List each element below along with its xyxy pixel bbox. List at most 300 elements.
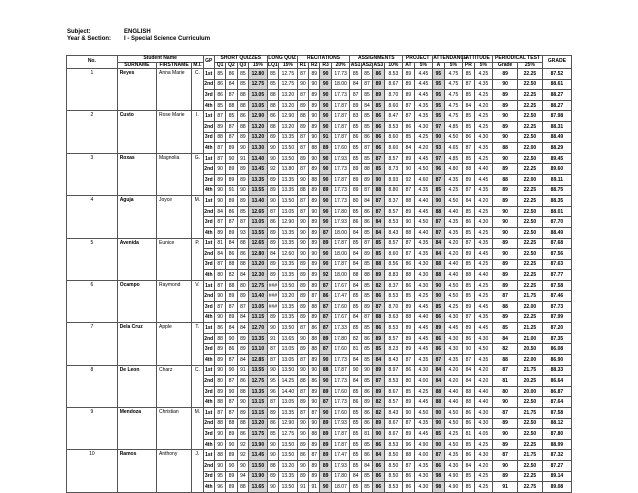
score-cell: 4.50	[414, 164, 433, 175]
student-surname: Reyes	[117, 69, 156, 111]
score-cell: 87	[267, 206, 278, 217]
score-cell: 13.05	[249, 90, 268, 101]
score-cell: 4.40	[414, 227, 433, 238]
score-cell: 84	[361, 460, 372, 471]
grading-period: 1st	[203, 238, 214, 249]
score-cell: 13.40	[249, 153, 268, 164]
score-cell: 82	[350, 333, 361, 344]
final-grade: 87.58	[542, 408, 571, 419]
score-cell: 4.40	[474, 164, 493, 175]
score-cell: 8.53	[384, 69, 403, 80]
score-cell: 12.85	[249, 355, 268, 366]
score-cell: 22.25	[518, 69, 543, 80]
score-cell: 89	[297, 312, 308, 323]
score-cell: 90	[320, 196, 331, 207]
score-cell: 88	[403, 312, 414, 323]
score-cell: 4.30	[444, 344, 463, 355]
score-cell: 87	[403, 238, 414, 249]
score-cell: 85	[237, 69, 248, 80]
score-cell: 90	[493, 397, 518, 408]
score-cell: 4.45	[474, 174, 493, 185]
final-grade: 88.27	[542, 90, 571, 101]
score-cell: 90	[320, 355, 331, 366]
score-cell: 4.85	[444, 153, 463, 164]
header-r3: R3	[320, 62, 331, 69]
score-cell: 87	[297, 408, 308, 419]
score-cell: 87	[403, 418, 414, 429]
score-cell: 89	[493, 164, 518, 175]
score-cell: 89	[493, 259, 518, 270]
score-cell: 22.50	[518, 429, 543, 440]
score-cell: 84	[463, 365, 474, 376]
final-grade: 86.87	[542, 386, 571, 397]
score-cell: 90	[309, 132, 320, 143]
score-cell: 13.05	[279, 355, 298, 366]
score-cell: 17.80	[331, 333, 350, 344]
score-cell: 90	[403, 164, 414, 175]
score-cell: 84	[361, 100, 372, 111]
score-cell: 13.75	[249, 429, 268, 440]
score-cell: 4.35	[414, 185, 433, 196]
score-cell: 84	[403, 143, 414, 154]
score-cell: 87	[373, 196, 384, 207]
score-cell: 86	[373, 291, 384, 302]
score-cell: 87	[297, 90, 308, 101]
score-cell: 85	[350, 323, 361, 334]
score-cell: 21.75	[518, 365, 543, 376]
score-cell: 89	[297, 153, 308, 164]
score-cell: 4.45	[414, 302, 433, 313]
score-cell: 89	[320, 460, 331, 471]
score-cell: 90	[320, 121, 331, 132]
header-q2: Q2	[226, 62, 237, 69]
score-cell: 22.25	[518, 90, 543, 101]
score-cell: 90	[403, 408, 414, 419]
score-cell: 4.25	[474, 121, 493, 132]
score-cell: 89	[237, 408, 248, 419]
score-cell: 89	[320, 143, 331, 154]
score-cell: 84	[237, 270, 248, 281]
grading-period: 1st	[203, 280, 214, 291]
score-cell: 89	[350, 185, 361, 196]
score-cell: 4.35	[414, 355, 433, 366]
score-cell: 90	[493, 460, 518, 471]
score-cell: 87	[320, 312, 331, 323]
score-cell: 12.75	[279, 69, 298, 80]
score-cell: 89	[267, 312, 278, 323]
score-cell: 86	[361, 408, 372, 419]
score-cell: 87	[309, 408, 320, 419]
score-cell: 4.30	[414, 482, 433, 493]
score-cell: 89	[493, 280, 518, 291]
subject-line	[67, 29, 151, 36]
score-cell: 4.65	[444, 143, 463, 154]
score-cell: 8.50	[384, 450, 403, 461]
score-cell: 89	[226, 164, 237, 175]
score-cell: 87	[493, 408, 518, 419]
score-cell: 88	[493, 143, 518, 154]
score-cell: 86	[226, 69, 237, 80]
score-cell: 90	[320, 111, 331, 122]
score-cell: 90	[320, 206, 331, 217]
score-cell: 85	[463, 471, 474, 482]
score-cell: 89	[350, 164, 361, 175]
score-cell: 13.05	[249, 302, 268, 313]
score-cell: 13.05	[279, 206, 298, 217]
score-cell: 85	[350, 153, 361, 164]
student-mi: M.	[192, 408, 203, 450]
score-cell: 13.50	[279, 153, 298, 164]
score-cell: 4.40	[444, 259, 463, 270]
score-cell: 86	[237, 429, 248, 440]
table-row	[67, 153, 572, 164]
header-long-quiz: LONG QUIZ	[268, 55, 297, 61]
score-cell: 8.93	[384, 174, 403, 185]
score-cell: 90	[350, 365, 361, 376]
score-cell: 4.25	[444, 185, 463, 196]
score-cell: 88	[493, 302, 518, 313]
score-cell: 12.75	[249, 376, 268, 387]
score-cell: 4.40	[474, 397, 493, 408]
score-cell: 89	[214, 344, 225, 355]
score-cell: 90	[309, 365, 320, 376]
score-cell: 4.30	[414, 471, 433, 482]
score-cell: 22.50	[518, 418, 543, 429]
score-cell: 80	[214, 270, 225, 281]
score-cell: 84	[350, 259, 361, 270]
score-cell: 4.25	[474, 291, 493, 302]
score-cell: 85	[433, 429, 444, 440]
score-cell: 90	[493, 206, 518, 217]
score-cell: 86	[214, 323, 225, 334]
score-cell: 90	[226, 153, 237, 164]
score-cell: 4.75	[444, 69, 463, 80]
score-cell: 84	[237, 355, 248, 366]
row-number: 7	[67, 323, 118, 365]
score-cell: 8.70	[384, 90, 403, 101]
score-cell: 89	[309, 164, 320, 175]
score-cell: 89	[373, 386, 384, 397]
score-cell: 88	[433, 270, 444, 281]
score-cell: 85	[361, 344, 372, 355]
student-firstname: Rose Marie	[156, 111, 191, 153]
score-cell: 87	[403, 111, 414, 122]
score-cell: 88	[214, 418, 225, 429]
score-cell: 17.87	[331, 259, 350, 270]
final-grade: 89.08	[542, 482, 571, 493]
score-cell: 89	[403, 79, 414, 90]
score-cell: 18.00	[331, 249, 350, 260]
score-cell: 8.53	[384, 376, 403, 387]
header-at-weight: 5%	[414, 62, 433, 69]
score-cell: 88	[320, 365, 331, 376]
score-cell: 86	[361, 418, 372, 429]
score-cell: 89	[309, 69, 320, 80]
score-cell: 8.60	[384, 249, 403, 260]
score-cell: 89	[403, 153, 414, 164]
score-cell: 12.75	[249, 280, 268, 291]
score-cell: 84	[237, 312, 248, 323]
student-surname: Avenida	[117, 238, 156, 280]
score-cell: 8.57	[384, 206, 403, 217]
score-cell: 88	[350, 270, 361, 281]
score-cell: 86	[350, 397, 361, 408]
student-surname: Roxas	[117, 153, 156, 195]
score-cell: 84	[493, 333, 518, 344]
score-cell: 89	[297, 291, 308, 302]
final-grade: 87.32	[542, 450, 571, 461]
score-cell: 87	[297, 323, 308, 334]
score-cell: 96	[433, 164, 444, 175]
score-cell: 85	[350, 439, 361, 450]
score-cell: 4.40	[444, 386, 463, 397]
score-cell: 17.33	[331, 323, 350, 334]
grading-period: 4th	[203, 397, 214, 408]
score-cell: 89	[226, 196, 237, 207]
score-cell: 87	[433, 227, 444, 238]
score-cell: 87	[214, 408, 225, 419]
grading-period: 4th	[203, 355, 214, 366]
row-number: 10	[67, 450, 118, 492]
score-cell: 97	[433, 153, 444, 164]
score-cell: 87	[214, 302, 225, 313]
score-cell: 4.25	[474, 111, 493, 122]
score-cell: 89	[320, 333, 331, 344]
score-cell: 84	[463, 460, 474, 471]
student-mi: T.	[192, 323, 203, 365]
score-cell: 4.00	[414, 376, 433, 387]
score-cell: 90	[267, 143, 278, 154]
score-cell: 86	[361, 217, 372, 228]
score-cell: 12.30	[249, 270, 268, 281]
score-cell: 90	[320, 376, 331, 387]
score-cell: 13.30	[249, 143, 268, 154]
score-cell: 4.25	[474, 471, 493, 482]
score-cell: 84	[237, 323, 248, 334]
score-cell: 86	[403, 280, 414, 291]
score-cell: 86	[463, 418, 474, 429]
score-cell: 85	[237, 206, 248, 217]
score-cell: 89	[237, 333, 248, 344]
score-cell: 4.35	[474, 185, 493, 196]
score-cell: 84	[373, 217, 384, 228]
score-cell: 8.43	[384, 408, 403, 419]
score-cell: 88	[403, 270, 414, 281]
score-cell: 82	[373, 408, 384, 419]
score-cell: 87	[403, 355, 414, 366]
score-cell: 4.90	[444, 482, 463, 493]
score-cell: 89	[309, 121, 320, 132]
score-cell: 8.80	[384, 185, 403, 196]
score-cell: 86	[463, 408, 474, 419]
score-cell: 97	[433, 121, 444, 132]
score-cell: 85	[361, 111, 372, 122]
score-cell: 88	[297, 185, 308, 196]
score-cell: 22.50	[518, 249, 543, 260]
student-surname: De Leon	[117, 365, 156, 407]
score-cell: 17.87	[331, 439, 350, 450]
score-cell: 85	[463, 153, 474, 164]
score-cell: 87	[226, 376, 237, 387]
score-cell: 8.50	[384, 460, 403, 471]
score-cell: 87	[320, 227, 331, 238]
header-r2: R2	[309, 62, 320, 69]
score-cell: 87	[309, 291, 320, 302]
score-cell: 85	[350, 408, 361, 419]
score-cell: 88	[237, 418, 248, 429]
score-cell: 85	[361, 471, 372, 482]
student-mi: M.	[192, 196, 203, 238]
score-cell: 90	[267, 365, 278, 376]
score-cell: 85	[350, 69, 361, 80]
score-cell: 84	[463, 100, 474, 111]
score-cell: 4.35	[474, 238, 493, 249]
score-cell: 87	[226, 355, 237, 366]
score-cell: 87	[297, 164, 308, 175]
score-cell: 13.50	[279, 143, 298, 154]
score-cell: 89	[226, 482, 237, 493]
score-cell: 4.05	[474, 429, 493, 440]
student-firstname: Raymond	[156, 280, 191, 322]
score-cell: 89	[403, 206, 414, 217]
score-cell: 88	[237, 482, 248, 493]
grade-body	[67, 69, 572, 493]
score-cell: 4.25	[474, 206, 493, 217]
final-grade: 88.49	[542, 227, 571, 238]
header-project: PROJECT	[403, 56, 433, 63]
score-cell: 4.50	[444, 291, 463, 302]
score-cell: 89	[309, 217, 320, 228]
score-cell: 90	[214, 439, 225, 450]
score-cell: 8.37	[384, 280, 403, 291]
score-cell: 95	[214, 471, 225, 482]
score-cell: 90	[267, 323, 278, 334]
final-grade: 87.63	[542, 259, 571, 270]
final-grade: 87.70	[542, 217, 571, 228]
final-grade: 86.08	[542, 344, 571, 355]
header-q1: Q1	[214, 62, 225, 69]
score-cell: 4.40	[414, 196, 433, 207]
score-cell: 17.80	[331, 206, 350, 217]
score-cell: 4.30	[474, 217, 493, 228]
section-line	[67, 36, 210, 43]
score-cell: 4.30	[414, 280, 433, 291]
score-cell: 4.25	[474, 482, 493, 493]
score-cell: 4.35	[414, 238, 433, 249]
score-cell: 4.40	[444, 397, 463, 408]
score-cell: 89	[237, 164, 248, 175]
score-cell: 17.73	[331, 355, 350, 366]
final-grade: 87.77	[542, 270, 571, 281]
score-cell: 4.20	[414, 143, 433, 154]
score-cell: 89	[463, 302, 474, 313]
score-cell: 90	[493, 111, 518, 122]
score-cell: 86	[237, 376, 248, 387]
score-cell: 12.75	[249, 79, 268, 90]
score-cell: 85	[403, 291, 414, 302]
score-cell: 80	[493, 386, 518, 397]
score-cell: 87	[350, 90, 361, 101]
grading-period: 4th	[203, 100, 214, 111]
score-cell: 85	[214, 100, 225, 111]
score-cell: 13.35	[279, 185, 298, 196]
score-cell: 22.25	[518, 312, 543, 323]
score-cell: 90	[433, 418, 444, 429]
score-cell: 88	[403, 227, 414, 238]
score-cell: 81	[463, 429, 474, 440]
score-cell: 90	[214, 185, 225, 196]
final-grade: 87.68	[542, 238, 571, 249]
score-cell: 90	[493, 153, 518, 164]
score-cell: 85	[373, 100, 384, 111]
score-cell: 89	[237, 196, 248, 207]
score-cell: 89	[320, 471, 331, 482]
score-cell: 88	[214, 397, 225, 408]
score-cell: 20.00	[518, 386, 543, 397]
score-cell: 85	[237, 79, 248, 90]
score-cell: 84	[214, 206, 225, 217]
score-cell: 90	[297, 238, 308, 249]
score-cell: 4.40	[444, 206, 463, 217]
score-cell: 4.75	[444, 100, 463, 111]
score-cell: 89	[493, 471, 518, 482]
score-cell: 90	[320, 249, 331, 260]
score-cell: 89	[403, 323, 414, 334]
score-cell: 8.50	[384, 471, 403, 482]
score-cell: 87	[267, 397, 278, 408]
score-cell: 86	[373, 482, 384, 493]
score-cell: 85	[226, 111, 237, 122]
score-cell: 17.60	[331, 344, 350, 355]
student-surname: Mendoza	[117, 408, 156, 450]
final-grade: 87.46	[542, 291, 571, 302]
score-cell: 89	[309, 312, 320, 323]
score-cell: 22.25	[518, 121, 543, 132]
score-cell: 89	[309, 227, 320, 238]
score-cell: 89	[309, 386, 320, 397]
table-row	[67, 323, 572, 334]
score-cell: 8.23	[384, 344, 403, 355]
score-cell: 89	[226, 227, 237, 238]
score-cell: 4.30	[474, 408, 493, 419]
score-cell: 4.30	[414, 270, 433, 281]
score-cell: 22.25	[518, 259, 543, 270]
score-cell: 13.15	[249, 312, 268, 323]
score-cell: 86	[267, 217, 278, 228]
score-cell: ###	[267, 291, 278, 302]
score-cell: 22.25	[518, 439, 543, 450]
score-cell: 13.10	[249, 344, 268, 355]
score-cell: 8.97	[384, 365, 403, 376]
final-grade: 87.80	[542, 429, 571, 440]
score-cell: 17.87	[331, 429, 350, 440]
score-cell: 17.87	[331, 174, 350, 185]
score-cell: 4.20	[474, 376, 493, 387]
score-cell: 85	[361, 227, 372, 238]
score-cell: 13.65	[279, 333, 298, 344]
score-cell: 87	[214, 217, 225, 228]
score-cell: 90	[226, 460, 237, 471]
table-row	[67, 69, 572, 80]
score-cell: 89	[403, 302, 414, 313]
score-cell: 89	[297, 344, 308, 355]
score-cell: 95	[433, 79, 444, 90]
score-cell: 87	[320, 344, 331, 355]
score-cell: 13.20	[279, 460, 298, 471]
score-cell: 4.30	[444, 460, 463, 471]
score-cell: 90	[493, 132, 518, 143]
score-cell: 13.20	[249, 132, 268, 143]
